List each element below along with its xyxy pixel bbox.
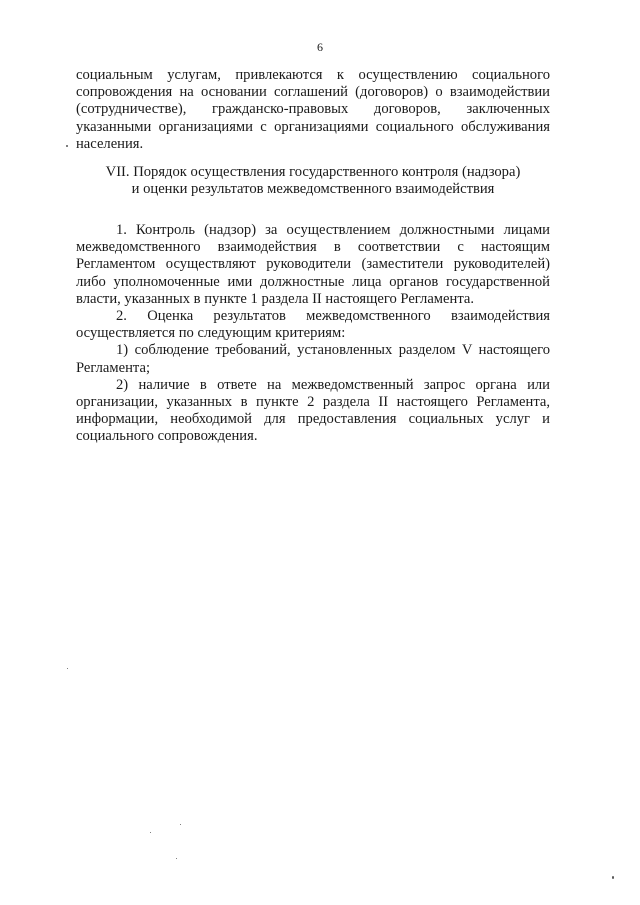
section-body [76, 222, 550, 446]
paragraph-4: 2) наличие в ответе на межведомственный запрос органа или организации, указанных в пункте 2 раздела II настоящего Регламента, информации, необходимой для предоставления социальных услуг и социального сопровождения. [76, 376, 550, 445]
paragraph-3: 1) соблюдение требований, установленных разделом V настоящего Регламента; [76, 342, 550, 376]
section-heading [76, 164, 550, 198]
section-heading-line-1: VII. Порядок осуществления государственного контроля (надзора) [105, 164, 521, 180]
scan-speck [66, 145, 68, 147]
continuation-text: социальным услугам, привлекаются к осуществлению социального сопровождения на основании соглашений (договоров) о взаимодействии (сотрудничестве), гражданско-правовых договоров, заключенных указанными организациями с организациями социального обслуживания населения. [76, 67, 550, 152]
scan-speck [150, 832, 151, 833]
section-heading-line-2: и оценки результатов межведомственного взаимодействия [131, 181, 495, 198]
paragraph-2: 2. Оценка результатов межведомственного взаимодействия осуществляется по следующим критериям: [76, 308, 550, 342]
page-number: 6 [317, 40, 323, 54]
scan-speck [176, 858, 177, 859]
continuation-paragraph [76, 67, 550, 153]
paragraph-1: 1. Контроль (надзор) за осуществлением должностными лицами межведомственного взаимодействия в соответствии с настоящим Регламентом осуществляют руководители (заместители руководителей) либо уполномоченные ими должностные лица органов государственной власти, указанных в пункте 1 раздела II настоящего Регламента. [76, 222, 550, 307]
scan-speck [180, 824, 181, 825]
scan-speck [612, 876, 614, 879]
scan-speck [67, 668, 68, 669]
